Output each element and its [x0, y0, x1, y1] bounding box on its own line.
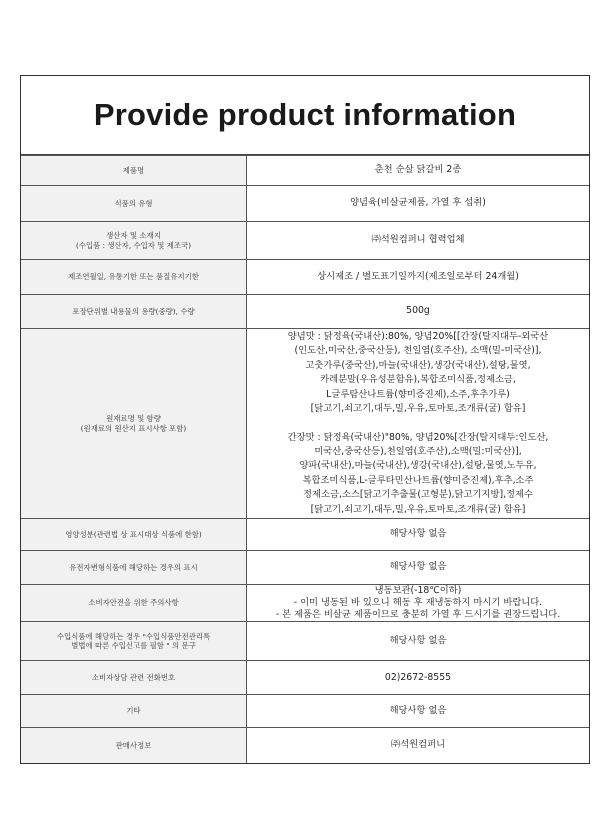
row-label-line: 원재료명 및 함량 — [106, 413, 161, 423]
row-value-line: 양념육(비살균제품, 가열 후 섭취) — [350, 197, 486, 209]
info-row-ingredients — [21, 329, 589, 519]
row-label — [21, 519, 247, 551]
row-label — [21, 260, 247, 295]
row-label-line: 별법에 따른 수입신고를 필함 " 의 문구 — [71, 641, 196, 651]
row-label-line: 영양성분(관련법 상 표시대상 식품에 한함) — [65, 529, 202, 539]
row-label — [21, 622, 247, 661]
row-value-line: 해당사항 없음 — [389, 635, 447, 647]
row-label — [21, 329, 247, 519]
row-value-line: 간장맛 : 닭정육(국내산)"80%, 양념20%[간장(탈지대두:인도산, — [287, 431, 549, 443]
row-value — [247, 622, 590, 661]
row-label — [21, 585, 247, 622]
row-value-line: L글루탐산나트륨(향미증진제),소주,후추가루) — [326, 388, 510, 400]
info-row-consumer-phone — [21, 661, 589, 695]
row-label-line: 유전자변형식품에 해당하는 경우의 표시 — [69, 562, 198, 572]
row-value — [247, 260, 590, 295]
row-label — [21, 186, 247, 222]
info-row-manufacture-date — [21, 260, 589, 295]
row-value — [247, 585, 590, 622]
row-value-line: - 본 제품은 비살균 제품이므로 충분히 가열 후 드시기를 권장드립니다. — [275, 609, 561, 621]
row-label-line: 식품의 유형 — [114, 198, 153, 208]
info-row-product-name — [21, 156, 589, 186]
row-value-line: 카레분말(우유성분함유),복합조미식품,정제소금, — [320, 374, 516, 386]
product-info-table — [21, 155, 589, 763]
row-value-line: 미국산,중국산등),천일염(호주산),소맥(밀:미국산)], — [314, 445, 522, 457]
row-label — [21, 695, 247, 728]
row-value — [247, 295, 590, 329]
row-value-line: ㈜석원컴퍼니 협력업체 — [371, 234, 465, 246]
row-label — [21, 728, 247, 763]
row-label-line: (수입품 : 생산자, 수입자 및 제조국) — [75, 240, 192, 250]
info-row-gmo-label — [21, 551, 589, 585]
info-row-package-capacity — [21, 295, 589, 329]
info-row-consumer-safety — [21, 585, 589, 622]
row-value-line: 02)2672-8555 — [384, 671, 452, 683]
product-info-sheet — [20, 75, 590, 764]
row-value-line: 춘천 순살 닭갈비 2종 — [374, 164, 462, 176]
row-value — [247, 661, 590, 695]
page-title: Provide product information — [21, 76, 589, 155]
row-value — [247, 519, 590, 551]
row-value-line: 양념맛 : 닭정육(국내산):80%, 양념20%[[간장(탈지대두-외국산 — [287, 331, 549, 343]
row-value-line: [닭고기,쇠고기,대두,밀,우유,토마토,조개류(굴) 함유] — [310, 503, 526, 515]
info-row-import-notice — [21, 622, 589, 661]
row-label — [21, 156, 247, 186]
row-label-line: 생산자 및 소재지 — [106, 230, 161, 240]
row-value-line: (인도산,미국산,중국산등), 천일염(호주산), 소맥(밀-미국산)], — [294, 345, 542, 357]
row-value-line: 고춧가루(중국산),마늘(국내산),생강(국내산),설탕,물엿, — [305, 359, 531, 371]
row-label-line: 소비자상담 관련 전화번호 — [91, 672, 176, 682]
row-label-line: 포장단위별 내용물의 용량(중량), 수량 — [72, 306, 195, 316]
row-value — [247, 222, 590, 260]
row-value-line: - 이미 냉동된 바 있으니 해동 후 재냉동하지 마시기 바랍니다. — [293, 597, 543, 609]
info-row-other — [21, 695, 589, 728]
info-row-producer-location — [21, 222, 589, 260]
row-value-line: [닭고기,쇠고기,대두,밀,우유,토마토,조개류(굴) 함유] — [310, 403, 526, 415]
row-value-line — [253, 417, 583, 431]
row-value-line: 해당사항 없음 — [389, 561, 447, 573]
row-label — [21, 551, 247, 585]
row-value — [247, 156, 590, 186]
row-value — [247, 329, 590, 519]
row-label-line: 기타 — [126, 706, 141, 716]
row-value-line: 500g — [406, 305, 430, 317]
row-value-line: 해당사항 없음 — [389, 528, 447, 540]
info-row-seller-info — [21, 728, 589, 763]
row-value-line: 냉동보관(-18℃이하) — [374, 585, 462, 596]
row-value — [247, 728, 590, 763]
row-value-line: ㈜석원컴퍼니 — [390, 739, 446, 751]
row-value — [247, 695, 590, 728]
row-label-line: 수입식품에 해당하는 경우 "수입식품안전관리특 — [56, 631, 211, 641]
row-value-line: 정제소금,소스[닭고기추출물(고형분),닭고기지방],정제수 — [303, 489, 533, 501]
row-value-line: 양파(국내산),마늘(국내산),생강(국내산),설탕,물엿,노두유, — [299, 460, 537, 472]
row-value-line: 해당사항 없음 — [389, 705, 447, 717]
row-label — [21, 222, 247, 260]
info-row-food-type — [21, 186, 589, 222]
row-label — [21, 661, 247, 695]
row-value-line: 복합조미식품,L-글루타민산나트륨(향미증진제),후추,소주 — [302, 474, 534, 486]
row-label-line: 판매사정보 — [115, 740, 152, 750]
row-label-line: 제조연월일, 유통기한 또는 품질유지기한 — [68, 272, 199, 282]
row-label — [21, 295, 247, 329]
row-value-line: 상시제조 / 별도표기일까지(제조일로부터 24개월) — [317, 270, 519, 282]
row-label-line: 소비자안전을 위한 주의사항 — [88, 598, 179, 608]
row-label-line: 제품명 — [122, 165, 145, 175]
row-value — [247, 551, 590, 585]
row-value — [247, 186, 590, 222]
info-row-nutrition-info — [21, 519, 589, 551]
row-label-line: (원재료의 원산지 표시사항 포함) — [80, 423, 187, 433]
